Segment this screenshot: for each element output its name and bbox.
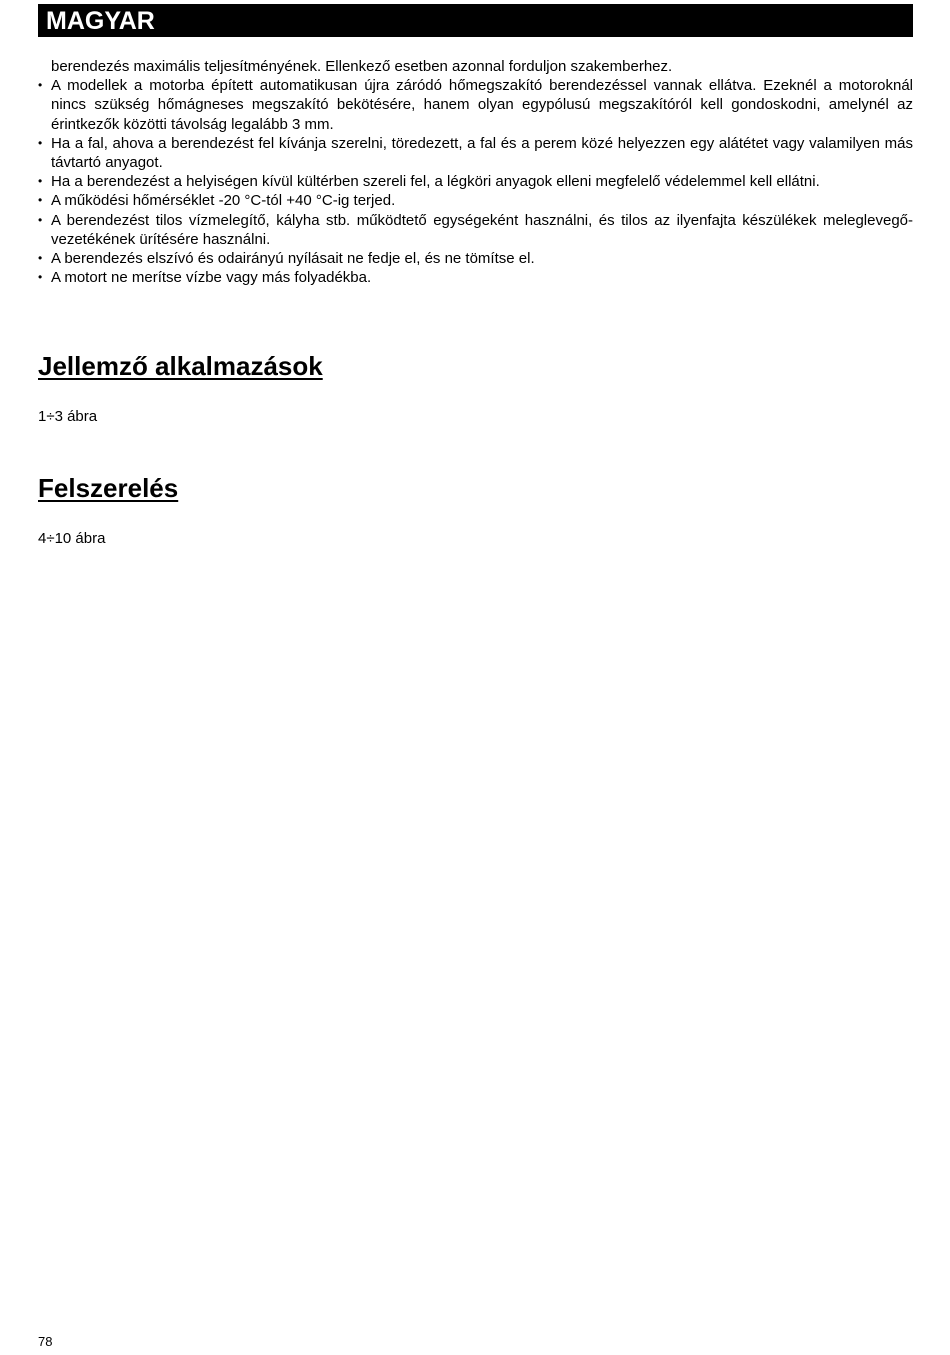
bullet-icon: • [38,174,43,189]
bullet-icon: • [38,270,43,285]
bullet-icon: • [38,251,43,266]
list-item [38,172,913,191]
figure-reference: 1÷3 ábra [38,408,98,425]
language-header: MAGYAR [38,4,913,37]
list-item-text: A berendezést tilos vízmelegítő, kályha stb. működtető egységeként használni, és tilos az ilyenfajta készülékek meleglevegő-vezetékének ürítésére használni. [51,211,913,248]
section-title-installation: Felszerelés [38,473,179,503]
page-number: 78 [38,1334,53,1349]
list-item-text: Ha a berendezést a helyiségen kívül kültérben szereli fel, a légköri anyagok elleni megfelelő védelemmel kell ellátni. [51,173,820,191]
list-item-text: A motort ne merítse vízbe vagy más folyadékba. [51,269,372,287]
body-text [38,57,913,287]
list-item [38,76,913,134]
list-item-text: A működési hőmérséklet -20 °C-tól +40 °C-ig terjed. [51,192,396,210]
intro-paragraph: berendezés maximális teljesítményének. Ellenkező esetben azonnal forduljon szakemberhez. [51,58,673,75]
bullet-icon: • [38,135,43,150]
list-item-text: A berendezés elszívó és odairányú nyílásait ne fedje el, és ne tömítse el. [51,250,535,268]
list-item-text: Ha a fal, ahova a berendezést fel kívánja szerelni, töredezett, a fal és a perem közé helyezzen egy alátétet vagy valamilyen más távtartó anyagot. [51,134,913,172]
list-item [38,268,913,287]
bullet-icon: • [38,193,43,208]
list-item [38,249,913,268]
section-title-applications: Jellemző alkalmazások [38,351,323,381]
list-item [38,134,913,172]
list-item [38,191,913,210]
figure-reference: 4÷10 ábra [38,530,106,547]
list-item [38,211,913,249]
bullet-icon: • [38,78,43,93]
list-item-text: A modellek a motorba épített automatikusan újra záródó hőmegszakító berendezéssel vannak ellátva. Ezeknél a motoroknál nincs szükség hőmágneses megszakító bekötésére, hanem olyan egypólusú megszakítóról kell gondoskodni, amelynél az érintkezők közötti távolság legalább 3 mm. [51,77,913,133]
bullet-icon: • [38,212,43,227]
bullet-list [38,76,913,287]
